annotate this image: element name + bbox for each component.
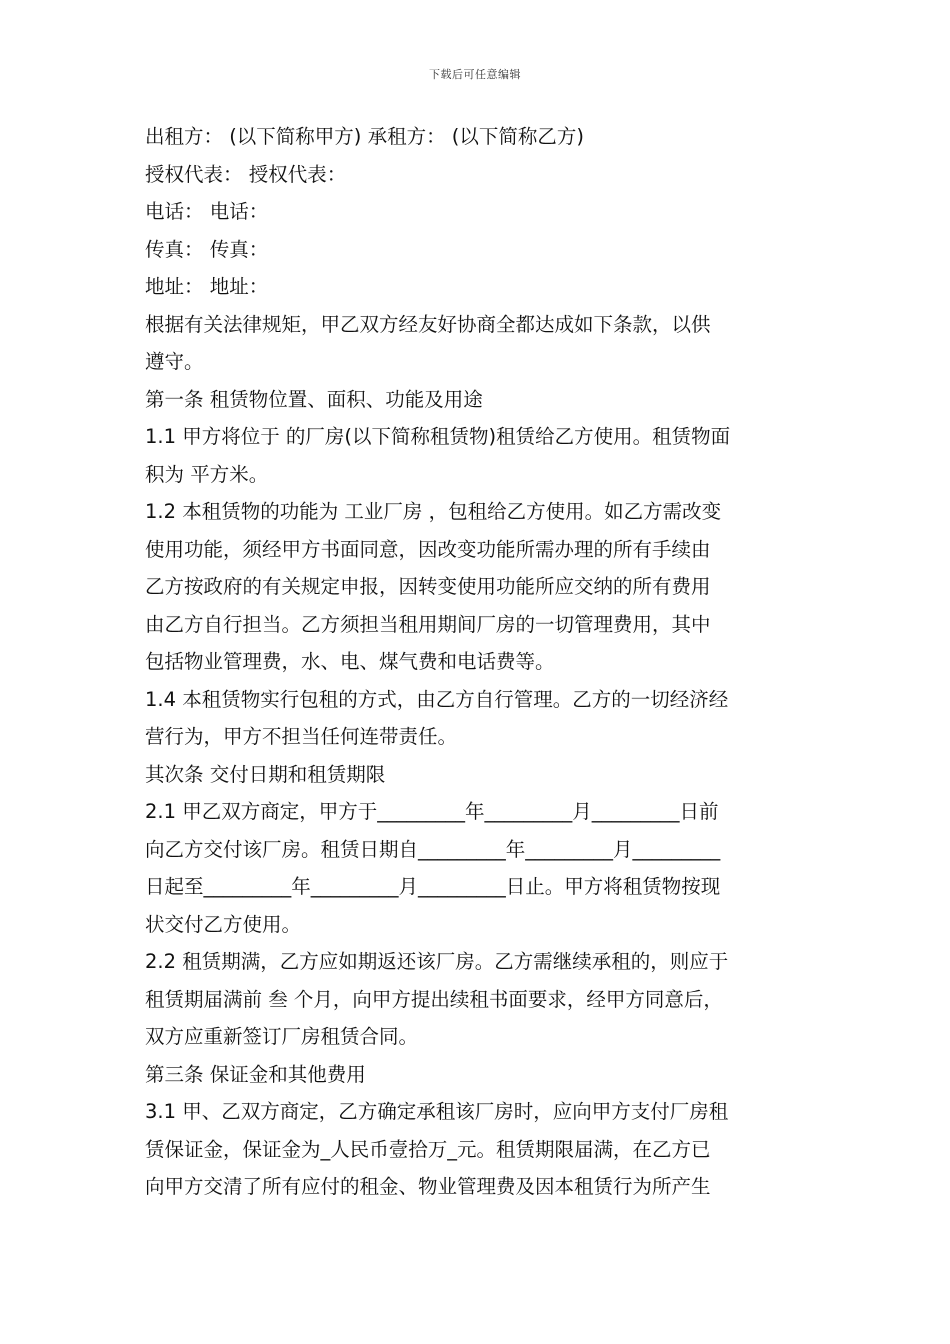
text-line: 1.1 甲方将位于 的厂房(以下简称租赁物)租赁给乙方使用。租赁物面 [145, 425, 731, 448]
text-line: 2.2 租赁期满，乙方应如期返还该厂房。乙方需继续承租的，则应于 [145, 950, 729, 973]
text-line: 1.4 本租赁物实行包租的方式，由乙方自行管理。乙方的一切经济经 [145, 687, 729, 711]
text-line: 使用功能，须经甲方书面同意，因改变功能所需办理的所有手续由 [145, 537, 711, 561]
text-line: 租赁期届满前 叁 个月，向甲方提出续租书面要求，经甲方同意后， [145, 987, 723, 1011]
text-line: 积为 平方米。 [145, 462, 269, 486]
text-line: 双方应重新签订厂房租赁合同。 [145, 1025, 419, 1048]
text-line: 出租方： (以下简称甲方) 承租方： (以下简称乙方) [145, 125, 585, 148]
text-line: 2.1 甲乙双方商定，甲方于_________年_________月_________日前 [145, 800, 719, 823]
section-heading: 第三条 保证金和其他费用 [145, 1062, 366, 1086]
text-line: 向乙方交付该厂房。租赁日期自_________年_________月_________ [145, 837, 721, 861]
section-heading: 其次条 交付日期和租赁期限 [145, 762, 386, 786]
text-line: 根据有关法律规矩，甲乙双方经友好协商全都达成如下条款，以供 [145, 312, 711, 336]
text-line: 3.1 甲、乙双方商定，乙方确定承租该厂房时，应向甲方支付厂房租 [145, 1100, 729, 1123]
text-line: 授权代表： 授权代表： [145, 162, 347, 186]
text-line: 赁保证金，保证金为_人民币壹拾万_元。租赁期限届满，在乙方已 [145, 1137, 711, 1161]
text-line: 地址： 地址： [145, 275, 269, 298]
text-line: 电话： 电话： [145, 200, 269, 223]
text-line: 日起至_________年_________月_________日止。甲方将租赁物按现 [145, 875, 721, 898]
section-heading: 第一条 租赁物位置、面积、功能及用途 [145, 387, 483, 411]
text-line: 包括物业管理费，水、电、煤气费和电话费等。 [145, 650, 555, 673]
text-line: 传真： 传真： [145, 237, 269, 261]
text-line: 营行为，甲方不担当任何连带责任。 [145, 725, 458, 748]
text-line: 由乙方自行担当。乙方须担当租用期间厂房的一切管理费用，其中 [145, 612, 711, 636]
page-header-note: 下载后可任意编辑 [429, 68, 521, 81]
text-line: 状交付乙方使用。 [145, 912, 302, 936]
text-line: 乙方按政府的有关规定申报，因转变使用功能所应交纳的所有费用 [145, 575, 711, 598]
text-line: 遵守。 [145, 350, 204, 373]
text-line: 1.2 本租赁物的功能为 工业厂房 ，包租给乙方使用。如乙方需改变 [145, 500, 722, 523]
document-body [145, 118, 807, 1206]
text-line: 向甲方交清了所有应付的租金、物业管理费及因本租赁行为所产生 [145, 1175, 711, 1198]
